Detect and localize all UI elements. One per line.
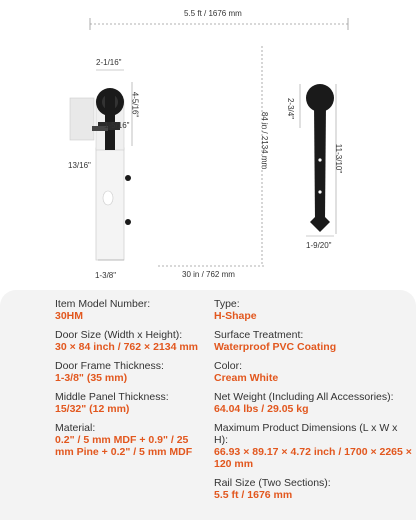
spec-label: Item Model Number: (55, 298, 151, 310)
offset-label: 1-5/16" (104, 121, 130, 130)
bottom-left-label: 13/16" (68, 161, 91, 170)
spec-value: 5.5 ft / 1676 mm (214, 489, 293, 501)
strap-height-label: 11-3/10" (334, 143, 344, 174)
wall-block (70, 98, 94, 140)
spec-label: Type: (214, 298, 240, 310)
spec-label: Door Frame Thickness: (55, 360, 164, 372)
rail-length-label: 5.5 ft / 1676 mm (184, 9, 242, 18)
frame-depth-label: 1-3/8" (95, 271, 117, 280)
spec-value: 0.2" / 5 mm MDF + 0.9" / 25 mm Pine + 0.2" / 5 mm MDF (55, 434, 193, 458)
spec-label: Surface Treatment: (214, 329, 304, 341)
spec-label: Rail Size (Two Sections): (214, 477, 331, 489)
spec-value: 1-3/8" (35 mm) (55, 372, 128, 384)
bolt-head (125, 219, 131, 225)
specs-right-column (214, 298, 414, 508)
spec-value: Cream White (214, 372, 279, 384)
strap-width-label: 1-9/20" (306, 241, 332, 250)
spec-label: Door Size (Width x Height): (55, 329, 183, 341)
hanger-width-label: 2-1/16" (96, 58, 122, 67)
spec-value: Waterproof PVC Coating (214, 341, 337, 353)
specs-panel (0, 290, 416, 520)
spec-value: 30 × 84 inch / 762 × 2134 mm (55, 341, 199, 353)
spec-value: H-Shape (214, 310, 257, 322)
spec-value: 30HM (55, 310, 84, 322)
spec-label: Maximum Product Dimensions (L x W x H): (214, 422, 398, 446)
rail-length-line (90, 18, 348, 30)
door-detail (103, 191, 113, 205)
door-height-label: 84 in / 2134 mm (260, 111, 270, 170)
strap-front-view (306, 84, 334, 232)
spec-value: 15/32" (12 mm) (55, 403, 130, 415)
hanger-height-label: 4-5/16" (130, 91, 140, 118)
spec-label: Material: (55, 422, 96, 434)
specs-left-column (55, 298, 205, 465)
spec-label: Net Weight (Including All Accessories): (214, 391, 394, 403)
bolt-head (125, 175, 131, 181)
spec-label: Middle Panel Thickness: (55, 391, 169, 403)
door-width-label: 30 in / 762 mm (182, 270, 235, 279)
spec-label: Color: (214, 360, 243, 372)
spec-value: 64.04 lbs / 29.05 kg (214, 403, 309, 415)
strap-top-label: 2-3/4" (286, 97, 296, 120)
spec-value: 66.93 × 89.17 × 4.72 inch / 1700 × 2265 × 120 mm (214, 446, 412, 470)
